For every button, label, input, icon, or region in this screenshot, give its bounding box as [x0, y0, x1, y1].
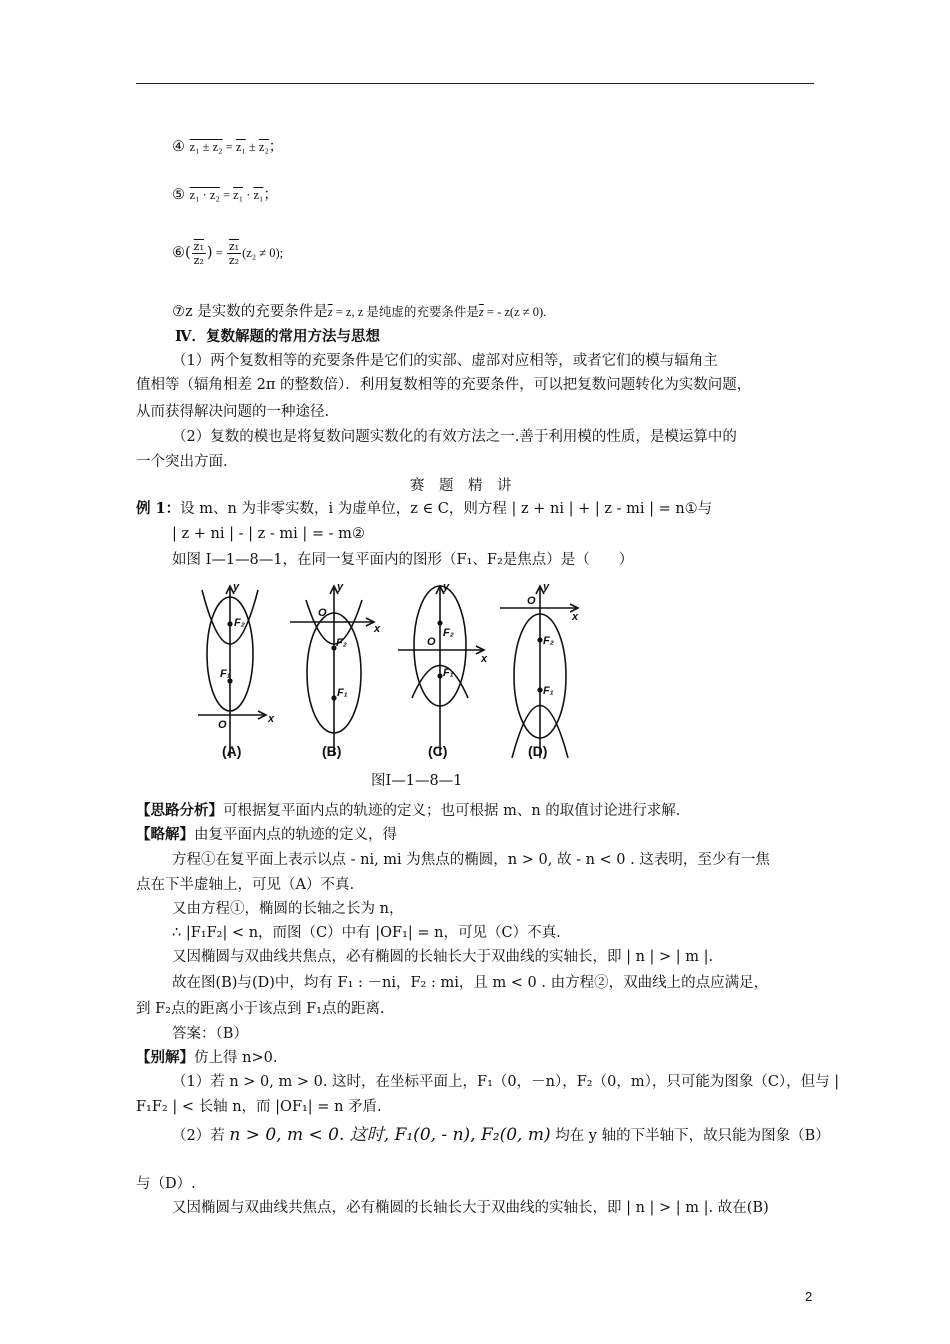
- section-heading: Ⅳ．复数解题的常用方法与思想: [175, 328, 380, 345]
- alt-solution-line: 与（D）.: [136, 1176, 196, 1192]
- paren: (: [185, 245, 191, 261]
- formula-term: $\overline{z}$: [327, 305, 333, 319]
- alt-solution-line: F₁F₂ | < 长轴 n，而 |OF₁| = n 矛盾.: [136, 1099, 382, 1115]
- figure-label-c: (C): [428, 743, 448, 759]
- axis-x-label: x: [374, 623, 381, 635]
- alt-formula: n > 0, m < 0. 这时, F₁(0, - n), F₂(0, m): [229, 1125, 551, 1145]
- fraction: [192, 240, 206, 267]
- answer-line: 答案：（B）: [172, 1026, 248, 1042]
- figure-label-b: (B): [322, 743, 342, 759]
- focus-f2-label: F₂: [543, 635, 554, 647]
- fraction: [227, 240, 241, 267]
- focus-f1-label: F₁: [443, 667, 454, 679]
- formula-eq: =: [219, 188, 234, 202]
- focus-f2-label: F₂: [234, 617, 245, 629]
- example-1-line: [136, 500, 712, 518]
- formula-end: ；: [263, 187, 278, 203]
- paragraph-line: （2）复数的模也是将复数问题实数化的有效方法之一.善于利用模的性质，是模运算中的: [172, 429, 737, 445]
- focus-f2-label: F₂: [443, 627, 454, 639]
- alt-text: 仿上得 n>0.: [194, 1050, 278, 1066]
- fraction-num: z₁: [193, 239, 204, 253]
- text: = z, z 是纯虚的充要条件是: [332, 305, 479, 319]
- origin-label: O: [527, 595, 536, 607]
- property-6: [172, 238, 283, 268]
- figure-conics: [190, 578, 600, 768]
- origin-label: O: [318, 607, 327, 619]
- text: ⑦z 是实数的充要条件是: [172, 304, 328, 320]
- focus-f1-label: F₁: [543, 685, 554, 697]
- origin-label: O: [218, 719, 227, 731]
- formula-end: ；: [268, 139, 284, 155]
- solution-line: 故在图(B)与(D)中，均有 F₁ : －ni，F₂ : mi，且 m < 0 . 由方程②，双曲线上的点应满足，: [172, 975, 769, 991]
- axis-x-label: x: [268, 713, 275, 725]
- formula-condition: (z₂ ≠ 0);: [242, 246, 284, 260]
- origin-label: O: [427, 636, 436, 648]
- formula-term: z₁: [233, 188, 244, 202]
- focus-f2-label: F₂: [336, 637, 347, 649]
- item-number: ⑥: [172, 245, 185, 261]
- focus-f1-label: F₁: [220, 668, 231, 680]
- example-text: 设 m、n 为非零实数，i 为虚单位，z ∈ C，则方程 | z + ni | + | z - mi | = n①与: [180, 501, 713, 517]
- fraction-den: z₂: [228, 253, 240, 267]
- header-rule: [136, 83, 814, 84]
- section-title: 赛 题 精 讲: [410, 478, 512, 494]
- solution-line: 到 F₂点的距离小于该点到 F₁点的距离.: [136, 1001, 385, 1017]
- formula-eq: =: [222, 140, 236, 154]
- solution-line: 点在下半虚轴上，可见（A）不真.: [136, 877, 355, 893]
- example-line: | z + ni | - | z - mi | = - m②: [172, 526, 365, 542]
- axis-y-label: y: [543, 581, 550, 593]
- figure-label-a: (A): [222, 743, 242, 759]
- alt-text: 均在 y 轴的下半轴下，故只能为图象（B）: [555, 1128, 830, 1144]
- item-number: ④: [172, 139, 185, 155]
- alt-solution-line: （1）若 n > 0, m > 0. 这时，在坐标平面上，F₁（0，－n），F₂（0，m），只可能为图象（C），但与 |: [172, 1074, 840, 1090]
- analysis-line: [136, 802, 680, 820]
- axis-y-label: y: [337, 581, 344, 593]
- axis-x-label: x: [481, 653, 488, 665]
- alt-text: （2）若: [172, 1128, 225, 1144]
- example-label: 例 1：: [136, 500, 181, 517]
- axis-x-label: x: [572, 611, 579, 623]
- paragraph-line: 从而获得解决问题的一种途径.: [136, 404, 330, 420]
- paragraph-line: 一个突出方面.: [136, 454, 228, 470]
- solution-line: 又因椭圆与双曲线共焦点，必有椭圆的长轴长大于双曲线的实轴长，即 | n | > | m |.: [172, 949, 714, 965]
- formula-eq: =: [212, 246, 226, 260]
- tag-label: 【略解】: [136, 826, 194, 843]
- analysis-text: 可根据复平面内点的轨迹的定义；也可根据 m、n 的取值讨论进行求解.: [223, 803, 681, 819]
- paren: ): [206, 245, 213, 261]
- solution-line: ∴ |F₁F₂| < n，而图（C）中有 |OF₁| = n，可见（C）不真.: [172, 925, 561, 941]
- focus-f1-label: F₁: [337, 687, 348, 699]
- solution-line: [136, 826, 397, 844]
- solution-text: 由复平面内点的轨迹的定义，得: [194, 827, 397, 843]
- text: = - z(z ≠ 0).: [483, 305, 547, 319]
- alt-solution-line: [172, 1126, 830, 1145]
- alt-solution-line: 又因椭圆与双曲线共焦点，必有椭圆的长轴长大于双曲线的实轴长，即 | n | > | m |. 故在(B): [172, 1200, 769, 1216]
- tag-label: 【思路分析】: [136, 802, 223, 819]
- fraction-num: z₁: [228, 239, 240, 253]
- alt-solution-line: [136, 1049, 277, 1067]
- formula-op: ·: [243, 188, 254, 202]
- formula-lhs: z₁ · z₂: [189, 188, 220, 202]
- property-4: [172, 132, 283, 156]
- solution-line: 方程①在复平面上表示以点 - ni, mi 为焦点的椭圆，n > 0, 故 - n < 0 . 这表明，至少有一焦: [172, 852, 770, 868]
- property-5: [172, 180, 278, 204]
- formula-term: z₂: [258, 140, 269, 154]
- item-number: ⑤: [172, 187, 185, 203]
- fraction-den: z₂: [193, 253, 204, 267]
- paragraph-line: 值相等（辐角相差 2π 的整数倍）．利用复数相等的充要条件，可以把复数问题转化为实数问题，: [136, 377, 752, 393]
- formula-op: ±: [245, 140, 259, 154]
- formula-lhs: z₁ ± z₂: [189, 140, 223, 154]
- axis-y-label: y: [443, 581, 450, 593]
- paragraph-line: （1）两个复数相等的充要条件是它们的实部、虚部对应相等，或者它们的模与辐角主: [172, 353, 718, 369]
- property-7: [172, 303, 546, 321]
- page-number: 2: [805, 1289, 813, 1304]
- formula-term: z₁: [235, 140, 246, 154]
- tag-label: 【别解】: [136, 1049, 194, 1066]
- formula-term: $\overline{z}$: [478, 305, 484, 319]
- formula-term: z₁: [253, 188, 264, 202]
- solution-line: 又由方程①，椭圆的长轴之长为 n，: [172, 901, 404, 917]
- figure-caption: 图Ⅰ—1—8—1: [371, 773, 463, 789]
- axis-y-label: y: [233, 581, 240, 593]
- example-line: 如图 I—1—8—1，在同一复平面内的图形（F₁、F₂是焦点）是（ ）: [172, 552, 634, 568]
- figure-label-d: (D): [528, 743, 548, 759]
